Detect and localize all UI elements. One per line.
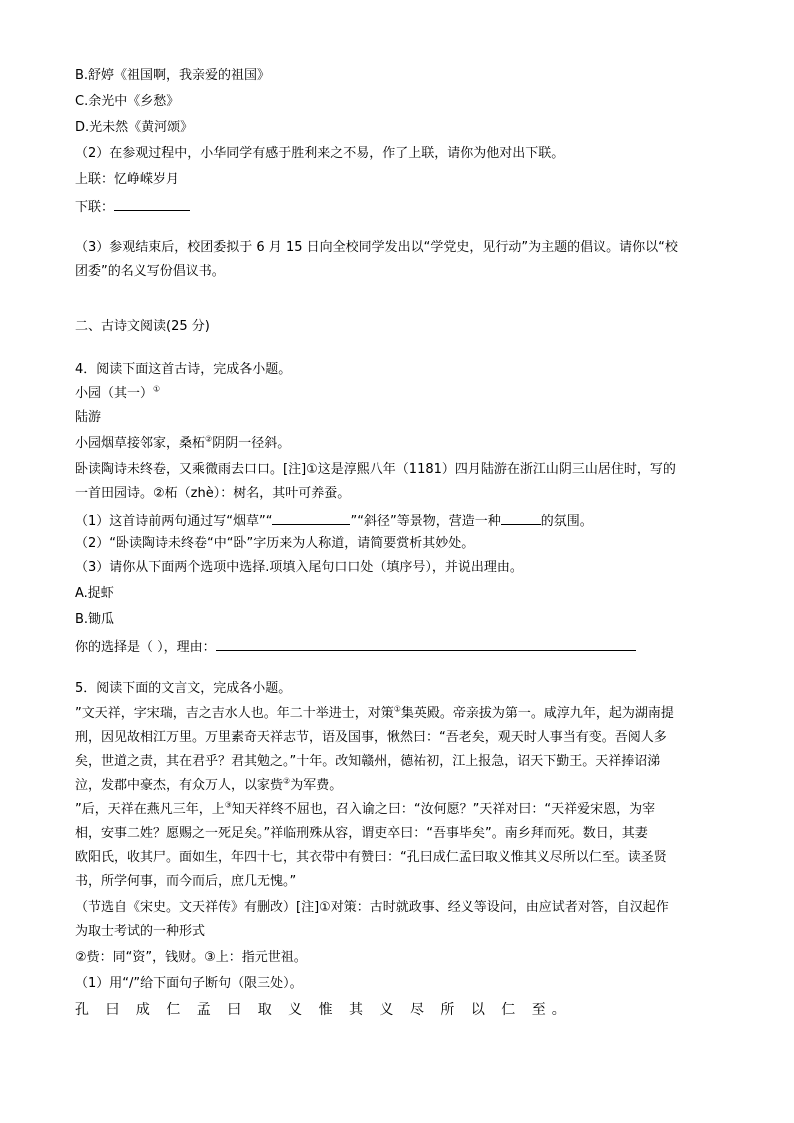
q5-sentence: 孔 曰 成 仁 孟 曰 取 义 惟 其 义 尽 所 以 仁 至。 xyxy=(75,1002,572,1018)
passage-line: 书，所学何事，而今而后，庶几无愧。” xyxy=(75,874,297,889)
q4-option-b: B.锄瓜 xyxy=(75,612,115,627)
poem-title xyxy=(75,384,160,404)
passage-line: 欧阳氏，收其尸。面如生，年四十七，其衣带中有赞曰：“孔曰成仁孟曰取义惟其义尽所以仁至。读圣贤 xyxy=(75,850,667,865)
sub-question-3-line-2: 团委”的名义写份倡议书。 xyxy=(75,264,225,279)
poem-author: 陆游 xyxy=(75,410,102,425)
q4-sub-1-a: （1）这首诗前两句通过写“烟草”“ xyxy=(75,514,273,529)
passage-text: 集英殿。帝亲拔为第一。咸淳九年，起为湖南提 xyxy=(400,706,674,721)
footnote-mark: ③ xyxy=(224,800,232,810)
q4-choice-label: 你的选择是（ ），理由： xyxy=(75,640,216,655)
passage-text: 为军费。 xyxy=(290,778,343,793)
answer-blank[interactable] xyxy=(114,196,190,211)
passage-line xyxy=(75,800,655,820)
poem-line-1 xyxy=(75,434,290,454)
q5-sub-1: （1）用“/”给下面句子断句（限三处）。 xyxy=(75,976,303,991)
answer-blank[interactable] xyxy=(272,510,350,525)
option-d: D.光未然《黄河颂》 xyxy=(75,120,194,135)
q4-choice-line xyxy=(75,636,636,658)
passage-line: 相，安事二姓？愿赐之一死足矣。”祥临刑殊从容，谓吏卒曰：“吾事毕矣”。南乡拜而死。数日，其妻 xyxy=(75,826,648,841)
answer-blank[interactable] xyxy=(501,510,541,525)
q4-sub-3: （3）请你从下面两个选项中选择.项填入尾句口口处（填序号），并说出理由。 xyxy=(75,560,523,575)
passage-line xyxy=(75,776,342,796)
poem-line-2: 卧读陶诗未终卷，又乘微雨去口口。[注]①这是淳熙八年（1181）四月陆游在浙江山阴三山居住时，写的 xyxy=(75,462,676,477)
section-heading: 二、古诗文阅读(25 分) xyxy=(75,319,210,334)
passage-note: （节选自《宋史。文天祥传》有删改）[注]①对策：古时就政事、经义等设问，由应试者对答，自汉起作 xyxy=(75,900,669,915)
passage-text: 知天祥终不屈也，召入谕之曰：“汝何愿？”天祥对曰：“天祥爱宋恩，为宰 xyxy=(231,802,656,817)
footnote-mark: ① xyxy=(153,384,161,394)
passage-line: 刑，因见故相江万里。万里素奇天祥志节，语及国事，愀然曰：“吾老矣，观天时人事当有变。吾阅人多 xyxy=(75,730,667,745)
passage-line: 矣，世道之责，其在君乎？君其勉之。”十年。改知赣州，德祐初，江上报急，诏天下勤王。天祥捧诏涕 xyxy=(75,754,661,769)
q4-sub-1 xyxy=(75,510,593,532)
passage-note: ②赀：同“资”，钱财。③上：指元世祖。 xyxy=(75,950,307,965)
poem-line-1-b: 阴阴一径斜。 xyxy=(212,436,291,451)
passage-text: ”后，天祥在燕凡三年，上 xyxy=(75,802,225,817)
footnote-mark: ① xyxy=(393,704,401,714)
poem-note: 一首田园诗。②柘（zhè）：树名，其叶可养蚕。 xyxy=(75,486,351,501)
lower-couplet-label: 下联： xyxy=(75,200,115,215)
passage-text: ”文天祥，字宋瑞，吉之吉水人也。年二十举进士，对策 xyxy=(75,706,394,721)
passage-note: 为取士考试的一种形式 xyxy=(75,924,206,939)
poem-title-text: 小园（其一） xyxy=(75,386,154,401)
poem-line-1-a: 小园烟草接邻家，桑柘 xyxy=(75,436,206,451)
sub-question-3-line-1: （3）参观结束后，校团委拟于 6 月 15 日向全校同学发出以“学党史，见行动”为主题的倡议。请你以“校 xyxy=(75,240,678,255)
q4-option-a: A.捉虾 xyxy=(75,586,114,601)
q4-sub-1-b: ”“斜径”等景物，营造一种 xyxy=(350,514,501,529)
passage-text: 泣，发郡中豪杰，有众万人，以家赀 xyxy=(75,778,284,793)
option-c: C.余光中《乡愁》 xyxy=(75,94,180,109)
answer-blank[interactable] xyxy=(216,636,636,651)
passage-line xyxy=(75,704,674,724)
upper-couplet: 上联：忆峥嵘岁月 xyxy=(75,172,180,187)
lower-couplet-line xyxy=(75,196,190,218)
footnote-mark: ② xyxy=(283,776,291,786)
sub-question-2-prompt: （2）在参观过程中，小华同学有感于胜利来之不易，作了上联，请你为他对出下联。 xyxy=(75,146,565,161)
q4-sub-2: （2）“卧读陶诗未终卷“中“卧”字历来为人称道，请简要赏析其妙处。 xyxy=(75,536,475,551)
footnote-mark: ② xyxy=(205,434,213,444)
option-b: B.舒婷《祖国啊，我亲爱的祖国》 xyxy=(75,68,271,83)
question-4-intro: 4．阅读下面这首古诗，完成各小题。 xyxy=(75,362,292,377)
question-5-intro: 5．阅读下面的文言文，完成各小题。 xyxy=(75,681,292,696)
q4-sub-1-c: 的氛围。 xyxy=(540,514,593,529)
